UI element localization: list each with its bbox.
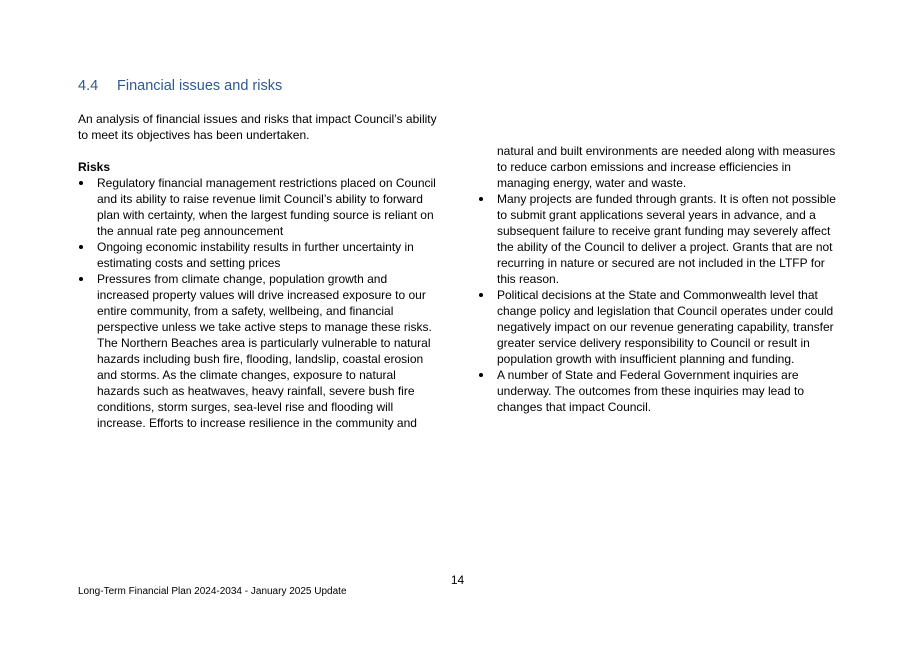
footer-text: Long-Term Financial Plan 2024-2034 - January 2025 Update — [78, 586, 347, 597]
bullet-icon — [479, 373, 483, 377]
risks-heading: Risks — [78, 160, 111, 174]
risks-list-right — [478, 191, 843, 415]
continued-paragraph: natural and built environments are needed along with measures to reduce carbon emissions and increase efficiencies in managing energy, water and waste. — [497, 144, 836, 190]
list-item-text: Pressures from climate change, population growth and increased property values will drive increased exposure to our entire community, from a safety, wellbeing, and financial perspective unless we take active steps to manage these risks. The Northern Beaches area is particularly vulnerable to natural hazards including bush fire, flooding, landslip, coastal erosion and storms. As the climate changes, exposure to natural hazards such as heatwaves, heavy rainfall, severe bush fire conditions, storm surges, sea-level rise and flooding will increase. Efforts to increase resilience in the community and — [97, 272, 432, 430]
section-title: Financial issues and risks — [117, 78, 283, 94]
section-heading — [78, 77, 282, 95]
list-item-text: Political decisions at the State and Commonwealth level that change policy and legislation that Council operates under could negatively impact on our revenue generating capability, transfer greater service delivery responsibility to Council or result in population growth with insufficient planning and funding. — [497, 288, 834, 366]
list-item — [478, 287, 843, 367]
list-item-text: Ongoing economic instability results in further uncertainty in estimating costs and setting prices — [97, 240, 414, 270]
list-item — [78, 239, 440, 271]
risks-list-left — [78, 175, 440, 431]
list-item — [78, 271, 440, 431]
right-column — [478, 143, 843, 415]
list-item — [478, 191, 843, 287]
list-item-text: Regulatory financial management restrictions placed on Council and its ability to raise revenue limit Council’s ability to forward plan with certainty, when the largest funding source is reliant on the annual rate peg announcement — [97, 176, 436, 238]
left-column — [78, 111, 440, 431]
list-item-text: Many projects are funded through grants. It is often not possible to submit grant applications several years in advance, and a subsequent failure to receive grant funding may severely affect the ability of the Council to deliver a project. Grants that are not recurring in nature or secured are not included in the LTFP for this reason. — [497, 192, 836, 286]
page-number: 14 — [450, 573, 465, 587]
bullet-icon — [479, 293, 483, 297]
list-item — [78, 175, 440, 239]
bullet-icon — [79, 277, 83, 281]
list-item-text: A number of State and Federal Government inquiries are underway. The outcomes from these inquiries may lead to changes that impact Council. — [497, 368, 805, 414]
intro-paragraph: An analysis of financial issues and risks that impact Council’s ability to meet its objectives has been undertaken. — [78, 112, 437, 142]
bullet-icon — [479, 197, 483, 201]
section-number: 4.4 — [78, 78, 99, 94]
bullet-icon — [79, 181, 83, 185]
list-item — [478, 367, 843, 415]
bullet-icon — [79, 245, 83, 249]
